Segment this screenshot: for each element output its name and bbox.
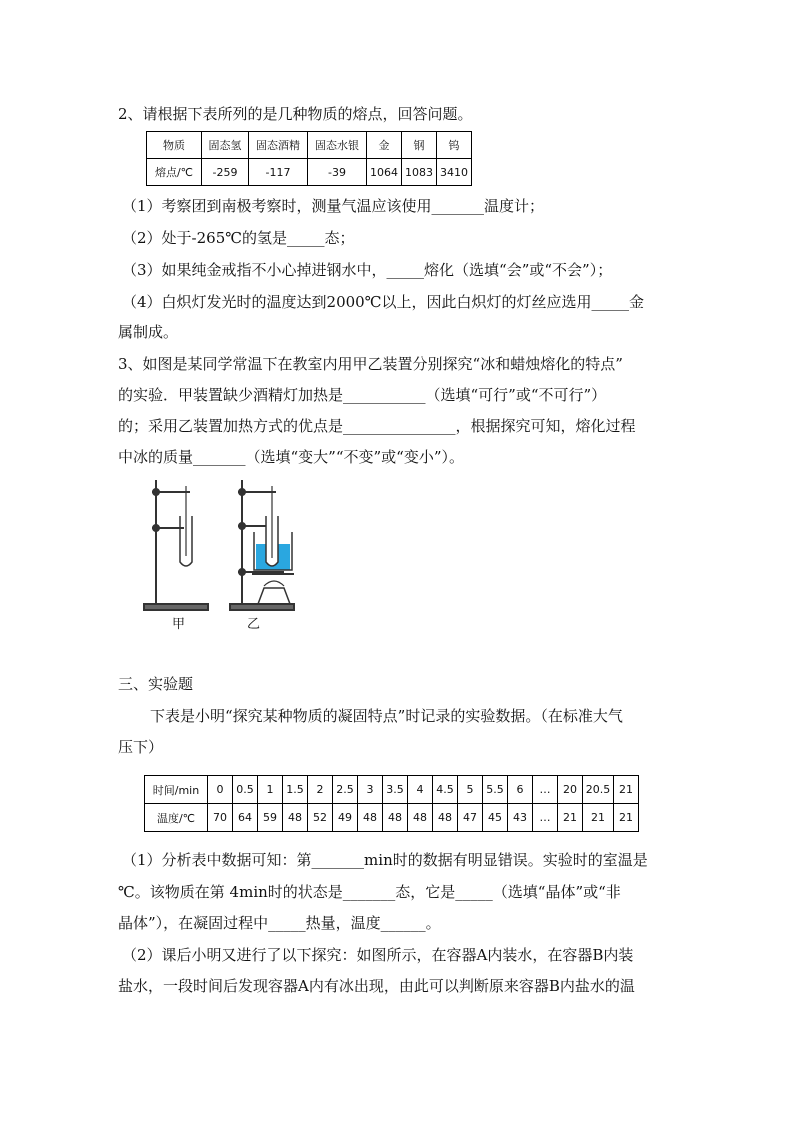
table-cell: 48 (408, 804, 433, 832)
table-cell: 0.5 (233, 776, 258, 804)
table-cell: 3.5 (383, 776, 408, 804)
q2-item-3: （3）如果纯金戒指不小心掉进钢水中，_____熔化（选填“会”或“不会”）； (122, 261, 613, 279)
table-cell: 64 (233, 804, 258, 832)
table-cell: 48 (358, 804, 383, 832)
table-row (145, 776, 639, 804)
table-cell: 47 (458, 804, 483, 832)
figure-label-jia: 甲 (172, 617, 186, 632)
q2-item-4-cont: 属制成。 (118, 323, 179, 341)
table-cell: 43 (508, 804, 533, 832)
apparatus-figure (134, 476, 304, 636)
sec3-item-2: （2）课后小明又进行了以下探究：如图所示，在容器A内装水，在容器B内装 (122, 946, 634, 964)
table-cell: 0 (208, 776, 233, 804)
table-cell: … (533, 776, 558, 804)
table-row (145, 804, 639, 832)
section-heading: 三、实验题 (118, 675, 194, 693)
table-cell: 固态水银 (308, 132, 367, 159)
melting-point-table (146, 131, 472, 186)
table-cell: 4 (408, 776, 433, 804)
table-cell: 49 (333, 804, 358, 832)
table-cell: 5.5 (483, 776, 508, 804)
table-cell: 熔点/℃ (147, 159, 202, 186)
q3-line-1: 3、如图是某同学常温下在教室内用甲乙装置分别探究“冰和蜡烛熔化的特点” (118, 355, 623, 373)
table-cell: 59 (258, 804, 283, 832)
q2-item-1: （1）考察团到南极考察时，测量气温应该使用_______温度计； (122, 197, 545, 215)
q3-line-4: 中冰的质量_______（选填“变大”“不变”或“变小”）。 (118, 448, 465, 466)
q2-title: 2、请根据下表所列的是几种物质的熔点，回答问题。 (118, 105, 473, 123)
table-cell: 3410 (437, 159, 472, 186)
table-cell: 5 (458, 776, 483, 804)
q2-item-4: （4）白炽灯发光时的温度达到2000℃以上，因此白炽灯的灯丝应选用_____金 (122, 293, 645, 311)
table-cell: -39 (308, 159, 367, 186)
table-cell: -259 (202, 159, 249, 186)
table-cell: 温度/℃ (145, 804, 208, 832)
alcohol-lamp (258, 588, 290, 604)
sec3-item-1b: ℃。该物质在第 4min时的状态是_______态，它是_____（选填“晶体”或“非 (118, 883, 621, 901)
sec3-item-2b: 盐水，一段时间后发现容器A内有冰出现，由此可以判断原来容器B内盐水的温 (118, 977, 635, 995)
table-cell: 2.5 (333, 776, 358, 804)
table-cell: -117 (249, 159, 308, 186)
table-row (147, 159, 472, 186)
table-row (147, 132, 472, 159)
stand-base-2 (230, 604, 294, 610)
stand-base-1 (144, 604, 208, 610)
solidification-table (144, 775, 639, 832)
q3-line-2: 的实验．甲装置缺少酒精灯加热是___________（选填“可行”或“不可行”） (118, 386, 607, 404)
table-cell: 物质 (147, 132, 202, 159)
table-cell: 固态酒精 (249, 132, 308, 159)
table-cell: 48 (433, 804, 458, 832)
table-cell: 1083 (402, 159, 437, 186)
table-cell: 21 (583, 804, 614, 832)
table-cell: 3 (358, 776, 383, 804)
table-cell: 1064 (367, 159, 402, 186)
sec3-item-1c: 晶体”），在凝固过程中_____热量，温度______。 (118, 914, 441, 932)
table-cell: 固态氢 (202, 132, 249, 159)
table-cell: 70 (208, 804, 233, 832)
table-cell: 钨 (437, 132, 472, 159)
table-cell: 6 (508, 776, 533, 804)
figure-label-yi: 乙 (247, 617, 261, 632)
section-intro-1: 下表是小明“探究某种物质的凝固特点”时记录的实验数据。（在标准大气 (150, 707, 623, 725)
table-cell: 1.5 (283, 776, 308, 804)
table-cell: … (533, 804, 558, 832)
table-cell: 金 (367, 132, 402, 159)
table-cell: 21 (614, 804, 639, 832)
table-cell: 20.5 (583, 776, 614, 804)
q2-item-2: （2）处于-265℃的氢是_____态； (122, 229, 355, 247)
table-cell: 21 (614, 776, 639, 804)
table-cell: 4.5 (433, 776, 458, 804)
flame (264, 581, 284, 586)
table-cell: 时间/min (145, 776, 208, 804)
table-cell: 48 (383, 804, 408, 832)
table-cell: 钢 (402, 132, 437, 159)
q3-line-3: 的；采用乙装置加热方式的优点是_______________，根据探究可知，熔化过程 (118, 417, 636, 435)
table-cell: 45 (483, 804, 508, 832)
section-intro-2: 压下） (118, 738, 164, 756)
table-cell: 1 (258, 776, 283, 804)
table-cell: 52 (308, 804, 333, 832)
table-cell: 2 (308, 776, 333, 804)
table-cell: 20 (558, 776, 583, 804)
table-cell: 48 (283, 804, 308, 832)
table-cell: 21 (558, 804, 583, 832)
sec3-item-1: （1）分析表中数据可知：第_______min时的数据有明显错误。实验时的室温是 (122, 851, 648, 869)
